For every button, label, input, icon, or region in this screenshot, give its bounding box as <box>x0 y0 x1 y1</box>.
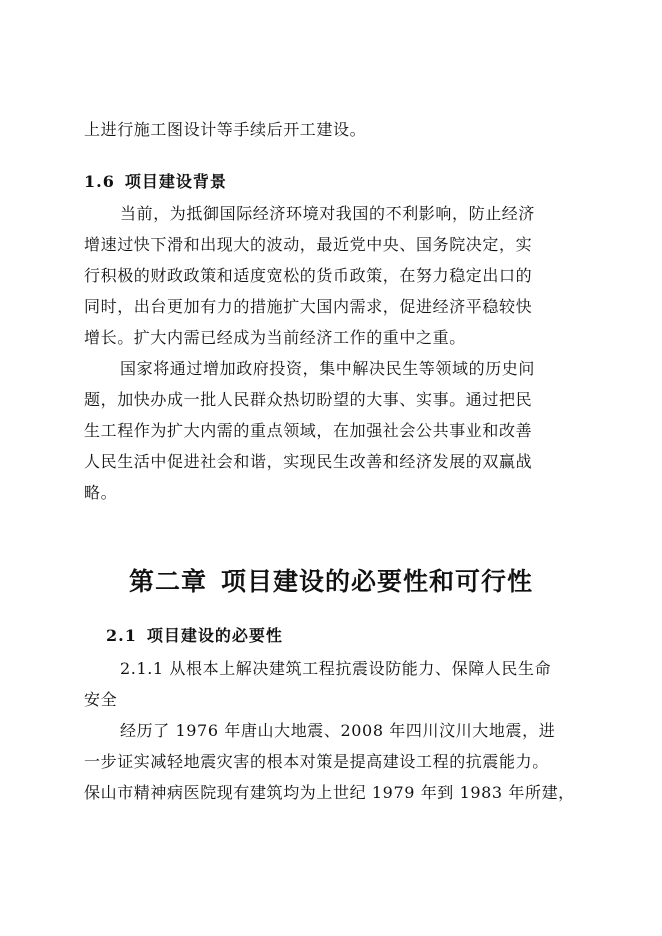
section-1-6-title: 项目建设背景 <box>124 172 227 191</box>
section-2-1-title: 项目建设的必要性 <box>146 626 283 645</box>
para-2-line-3: 生工程作为扩大内需的重点领域，在加强社会公共事业和改善 <box>84 421 533 440</box>
section-1-6-heading <box>84 172 227 192</box>
para-2-line-5: 略。 <box>84 483 118 502</box>
para-3-line-2: 一步证实减轻地震灾害的根本对策是提高建设工程的抗震能力。 <box>84 752 549 771</box>
para-1-line-3: 行积极的财政政策和适度宽松的货币政策，在努力稳定出口的 <box>84 266 533 285</box>
para-2-line-4: 人民生活中促进社会和谐，实现民生改善和经济发展的双赢战 <box>84 452 533 471</box>
para-1-line-5: 增长。扩大内需已经成为当前经济工作的重中之重。 <box>84 328 466 347</box>
section-2-1-number: 2.1 <box>106 626 137 645</box>
para-2-line-2: 题，加快办成一批人民群众热切盼望的大事、实事。通过把民 <box>84 390 533 409</box>
sub-heading-2-1-1-line-1: 2.1.1 从根本上解决建筑工程抗震设防能力、保障人民生命 <box>120 659 552 678</box>
para-1-line-4: 同时，出台更加有力的措施扩大国内需求，促进经济平稳较快 <box>84 297 533 316</box>
section-2-1-heading <box>106 626 283 646</box>
chapter-2-heading <box>0 566 662 598</box>
section-1-6-number: 1.6 <box>84 172 115 191</box>
chapter-2-title: 项目建设的必要性和可行性 <box>221 567 534 596</box>
chapter-2-label: 第二章 <box>128 567 207 596</box>
para-1-line-1: 当前，为抵御国际经济环境对我国的不利影响，防止经济 <box>120 204 536 223</box>
para-3-line-3: 保山市精神病医院现有建筑均为上世纪 1979 年到 1983 年所建， <box>84 783 575 802</box>
sub-heading-2-1-1-line-2: 安全 <box>84 690 118 709</box>
intro-line-1: 上进行施工图设计等手续后开工建设。 <box>84 120 367 139</box>
para-1-line-2: 增速过快下滑和出现大的波动，最近党中央、国务院决定，实 <box>84 235 533 254</box>
para-3-line-1: 经历了 1976 年唐山大地震、2008 年四川汶川大地震，进 <box>120 721 556 740</box>
para-2-line-1: 国家将通过增加政府投资，集中解决民生等领域的历史问 <box>120 359 536 378</box>
